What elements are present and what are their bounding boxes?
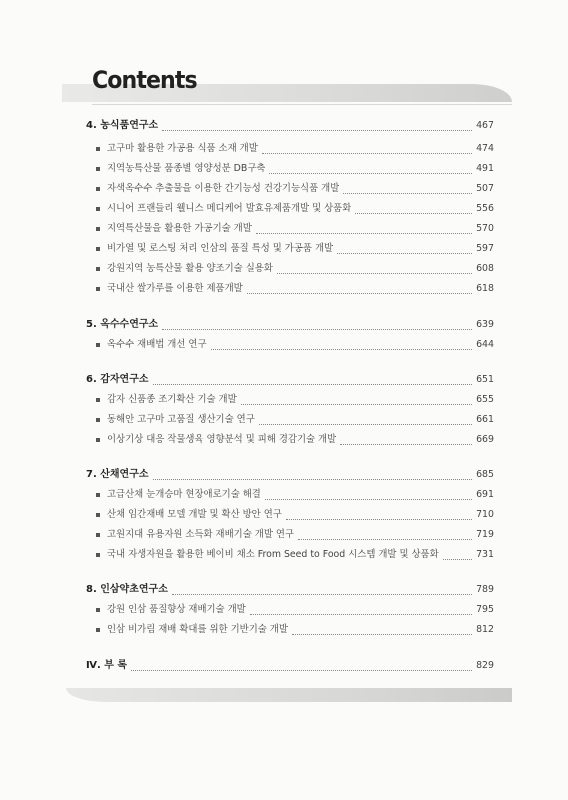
toc-label: 산채 임간재배 모델 개발 및 확산 방안 연구 [107, 509, 282, 520]
dot-leader [269, 164, 472, 174]
dot-leader [247, 284, 472, 294]
toc-section[interactable] [86, 582, 494, 598]
page-number: 618 [476, 283, 494, 294]
dot-leader [256, 224, 472, 234]
page-number: 719 [476, 529, 494, 540]
dot-leader [262, 144, 472, 154]
toc-label: 감자 신품종 조기확산 기술 개발 [107, 394, 237, 405]
square-bullet-icon [96, 418, 100, 422]
square-bullet-icon [96, 187, 100, 191]
footer-band [66, 688, 512, 702]
toc-label: 4. 농식품연구소 [86, 120, 159, 131]
page-number: 661 [476, 414, 494, 425]
page-number: 812 [476, 624, 494, 635]
toc-label: 고구마 활용한 가공용 식품 소재 개발 [107, 143, 258, 154]
square-bullet-icon [96, 343, 100, 347]
toc-label: 7. 산채연구소 [86, 469, 149, 480]
page-number: 655 [476, 394, 494, 405]
dot-leader [292, 625, 472, 635]
page-number: 597 [476, 243, 494, 254]
toc-label: 지역특산물을 활용한 가공기술 개발 [107, 223, 252, 234]
page-number: 789 [476, 584, 494, 595]
page-number: 570 [476, 223, 494, 234]
page-number: 651 [476, 374, 494, 385]
dot-leader [250, 605, 472, 615]
toc-entry[interactable] [96, 507, 494, 523]
toc-label: 강원지역 농특산물 활용 양조기술 실용화 [107, 263, 273, 274]
toc-label: 고원지대 유용자원 소득화 재배기술 개발 연구 [107, 529, 294, 540]
dot-leader [162, 121, 472, 131]
page-number: 556 [476, 203, 494, 214]
toc-label: 6. 감자연구소 [86, 374, 149, 385]
page-number: 608 [476, 263, 494, 274]
toc-entry[interactable] [96, 261, 494, 277]
toc-label: 비가열 및 로스팅 처리 인삼의 품질 특성 및 가공품 개발 [107, 243, 334, 254]
toc-label: Ⅳ. 부 록 [86, 660, 128, 671]
page-number: 507 [476, 183, 494, 194]
toc-entry[interactable] [96, 241, 494, 257]
square-bullet-icon [96, 287, 100, 291]
dot-leader [211, 340, 473, 350]
toc-entry[interactable] [96, 622, 494, 638]
square-bullet-icon [96, 628, 100, 632]
page-number: 691 [476, 489, 494, 500]
dot-leader [337, 244, 472, 254]
dot-leader [162, 320, 472, 330]
dot-leader [355, 204, 472, 214]
toc-entry[interactable] [96, 201, 494, 217]
dot-leader [277, 264, 472, 274]
toc-entry[interactable] [96, 547, 494, 563]
page-number: 491 [476, 163, 494, 174]
toc-label: 인삼 비가림 재배 확대를 위한 기반기술 개발 [107, 624, 288, 635]
toc-section[interactable] [86, 467, 494, 483]
toc-entry[interactable] [96, 141, 494, 157]
contents-header [62, 62, 512, 104]
toc-label: 이상기상 대응 작물생육 영향분석 및 피해 경감기술 개발 [107, 434, 337, 445]
dot-leader [340, 435, 472, 445]
square-bullet-icon [96, 207, 100, 211]
toc-label: 8. 인삼약초연구소 [86, 584, 168, 595]
toc-label: 국내산 쌀가루를 이용한 제품개발 [107, 283, 243, 294]
toc-label: 동해안 고구마 고품질 생산기술 연구 [107, 414, 255, 425]
page-number: 710 [476, 509, 494, 520]
toc-entry[interactable] [96, 392, 494, 408]
page-number: 795 [476, 604, 494, 615]
toc-section[interactable] [86, 372, 494, 388]
square-bullet-icon [96, 247, 100, 251]
toc-label: 5. 옥수수연구소 [86, 319, 159, 330]
toc-entry[interactable] [96, 181, 494, 197]
toc-entry[interactable] [96, 412, 494, 428]
toc-section[interactable] [86, 658, 494, 674]
page-number: 467 [476, 120, 494, 131]
square-bullet-icon [96, 227, 100, 231]
square-bullet-icon [96, 493, 100, 497]
page-number: 644 [476, 339, 494, 350]
toc-label: 강원 인삼 품질향상 재배기술 개발 [107, 604, 246, 615]
dot-leader [259, 415, 472, 425]
toc-label: 시니어 프랜들리 웰니스 메디케어 발효유제품개발 및 상품화 [107, 203, 352, 214]
square-bullet-icon [96, 513, 100, 517]
square-bullet-icon [96, 167, 100, 171]
page-number: 829 [476, 660, 494, 671]
square-bullet-icon [96, 553, 100, 557]
toc-entry[interactable] [96, 337, 494, 353]
dot-leader [298, 530, 472, 540]
dot-leader [443, 550, 472, 560]
toc-entry[interactable] [96, 161, 494, 177]
dot-leader [286, 510, 472, 520]
toc-entry[interactable] [96, 281, 494, 297]
dot-leader [343, 184, 472, 194]
dot-leader [172, 585, 472, 595]
toc-entry[interactable] [96, 221, 494, 237]
page-title: Contents [92, 66, 197, 94]
toc-entry[interactable] [96, 602, 494, 618]
toc-label: 국내 자생자원을 활용한 베이비 채소 From Seed to Food 시스템 개발 및 상품화 [107, 549, 439, 560]
dot-leader [265, 490, 472, 500]
dot-leader [241, 395, 472, 405]
square-bullet-icon [96, 533, 100, 537]
toc-label: 옥수수 재배법 개선 연구 [107, 339, 207, 350]
square-bullet-icon [96, 267, 100, 271]
square-bullet-icon [96, 438, 100, 442]
header-rule [92, 104, 512, 105]
toc-label: 고급산채 눈개승마 현장애로기술 해결 [107, 489, 261, 500]
page-number: 731 [476, 549, 494, 560]
toc-label: 지역농특산물 품종별 영양성분 DB구축 [107, 163, 266, 174]
dot-leader [153, 375, 473, 385]
page-number: 669 [476, 434, 494, 445]
dot-leader [153, 470, 473, 480]
toc-section[interactable] [86, 317, 494, 333]
page-number: 474 [476, 143, 494, 154]
toc-entry[interactable] [96, 527, 494, 543]
dot-leader [131, 661, 472, 671]
toc-entry[interactable] [96, 487, 494, 503]
toc-section[interactable] [86, 118, 494, 134]
square-bullet-icon [96, 608, 100, 612]
toc-label: 자색옥수수 추출물을 이용한 간기능성 건강기능식품 개발 [107, 183, 340, 194]
page-number: 685 [476, 469, 494, 480]
square-bullet-icon [96, 398, 100, 402]
toc-entry[interactable] [96, 432, 494, 448]
square-bullet-icon [96, 147, 100, 151]
page-number: 639 [476, 319, 494, 330]
